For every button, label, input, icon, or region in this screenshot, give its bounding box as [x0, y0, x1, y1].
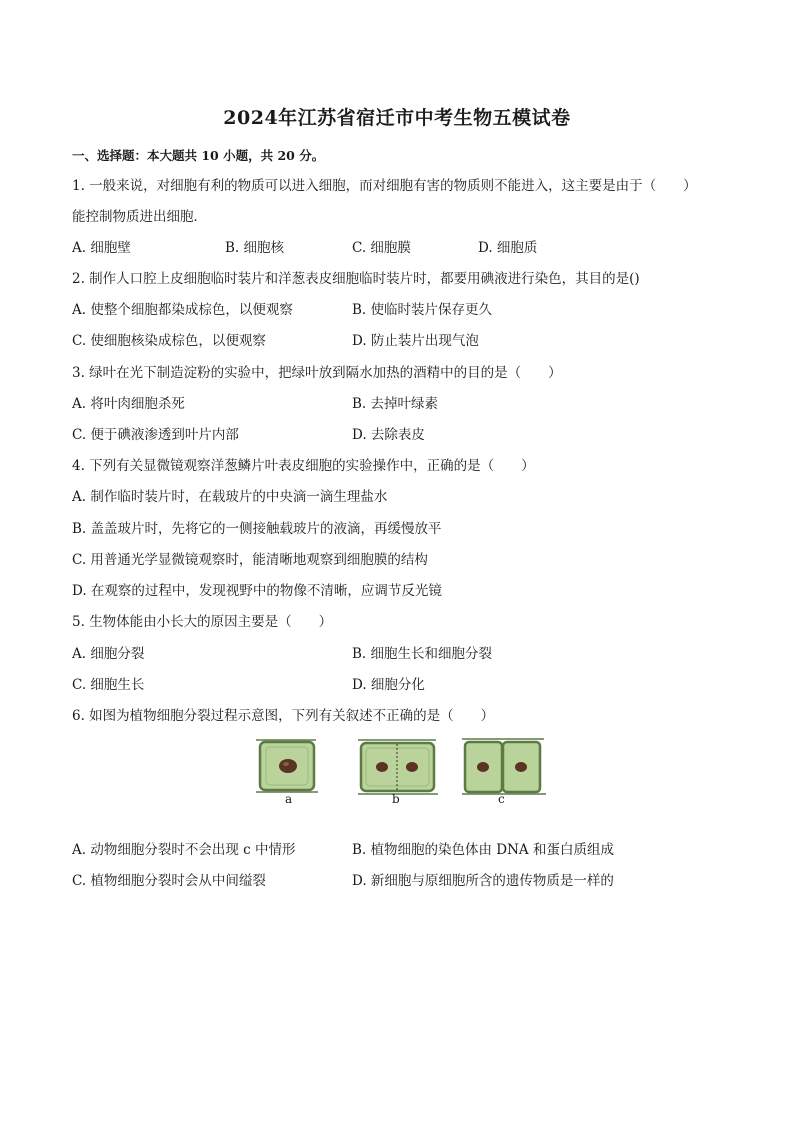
question-4-option-c: C. 用普通光学显微镜观察时，能清晰地观察到细胞膜的结构	[72, 552, 428, 568]
question-4-option-b: B. 盖盖玻片时，先将它的一侧接触载玻片的液滴，再缓慢放平	[72, 521, 442, 537]
question-5-option-a: A. 细胞分裂	[72, 646, 145, 662]
question-2-option-d: D. 防止装片出现气泡	[352, 333, 479, 349]
question-4-stem: 4. 下列有关显微镜观察洋葱鳞片叶表皮细胞的实验操作中，正确的是（ ）	[72, 458, 535, 474]
question-2-option-b: B. 使临时装片保存更久	[352, 302, 493, 318]
question-1-option-d: D. 细胞质	[478, 240, 538, 256]
figure-label-a: a	[285, 792, 293, 806]
question-3-option-d: D. 去除表皮	[352, 427, 425, 443]
cell-division-figure	[254, 736, 550, 814]
cell-b-illustration	[358, 740, 438, 794]
question-4-option-d: D. 在观察的过程中，发现视野中的物像不清晰，应调节反光镜	[72, 583, 442, 599]
question-1-option-b: B. 细胞核	[225, 240, 285, 256]
question-5-option-d: D. 细胞分化	[352, 677, 425, 693]
question-6-stem: 6. 如图为植物细胞分裂过程示意图，下列有关叙述不正确的是（ ）	[72, 708, 495, 724]
question-3-option-c: C. 便于碘液渗透到叶片内部	[72, 427, 239, 443]
cell-c-illustration	[462, 739, 546, 794]
question-2-stem: 2. 制作人口腔上皮细胞临时装片和洋葱表皮细胞临时装片时，都要用碘液进行染色，其目的是()	[72, 271, 640, 287]
page-title: 2024年江苏省宿迁市中考生物五模试卷	[223, 107, 571, 129]
question-2-option-a: A. 使整个细胞都染成棕色，以便观察	[72, 302, 293, 318]
question-3-option-a: A. 将叶肉细胞杀死	[72, 396, 185, 412]
question-3-stem: 3. 绿叶在光下制造淀粉的实验中，把绿叶放到隔水加热的酒精中的目的是（ ）	[72, 365, 562, 381]
section-heading: 一、选择题：本大题共 10 小题，共 20 分。	[72, 148, 325, 163]
question-1-stem-line-1: 1. 一般来说，对细胞有利的物质可以进入细胞，而对细胞有害的物质则不能进入，这主要是由于（ ）	[72, 178, 697, 194]
question-5-stem: 5. 生物体能由小长大的原因主要是（ ）	[72, 614, 333, 630]
question-6-option-c: C. 植物细胞分裂时会从中间缢裂	[72, 873, 266, 889]
question-4-option-a: A. 制作临时装片时，在载玻片的中央滴一滴生理盐水	[72, 489, 388, 505]
question-6-option-b: B. 植物细胞的染色体由 DNA 和蛋白质组成	[352, 842, 614, 858]
question-6-option-d: D. 新细胞与原细胞所含的遗传物质是一样的	[352, 873, 614, 889]
question-1-option-c: C. 细胞膜	[352, 240, 411, 256]
cell-a-illustration	[256, 740, 318, 792]
question-1-option-a: A. 细胞壁	[72, 240, 131, 256]
question-1-stem-line-2: 能控制物质进出细胞．	[72, 209, 207, 225]
figure-label-c: c	[498, 792, 505, 806]
figure-label-b: b	[392, 792, 400, 806]
question-2-option-c: C. 使细胞核染成棕色，以便观察	[72, 333, 266, 349]
question-3-option-b: B. 去掉叶绿素	[352, 396, 439, 412]
question-5-option-b: B. 细胞生长和细胞分裂	[352, 646, 493, 662]
question-5-option-c: C. 细胞生长	[72, 677, 145, 693]
question-6-option-a: A. 动物细胞分裂时不会出现 c 中情形	[72, 842, 296, 858]
